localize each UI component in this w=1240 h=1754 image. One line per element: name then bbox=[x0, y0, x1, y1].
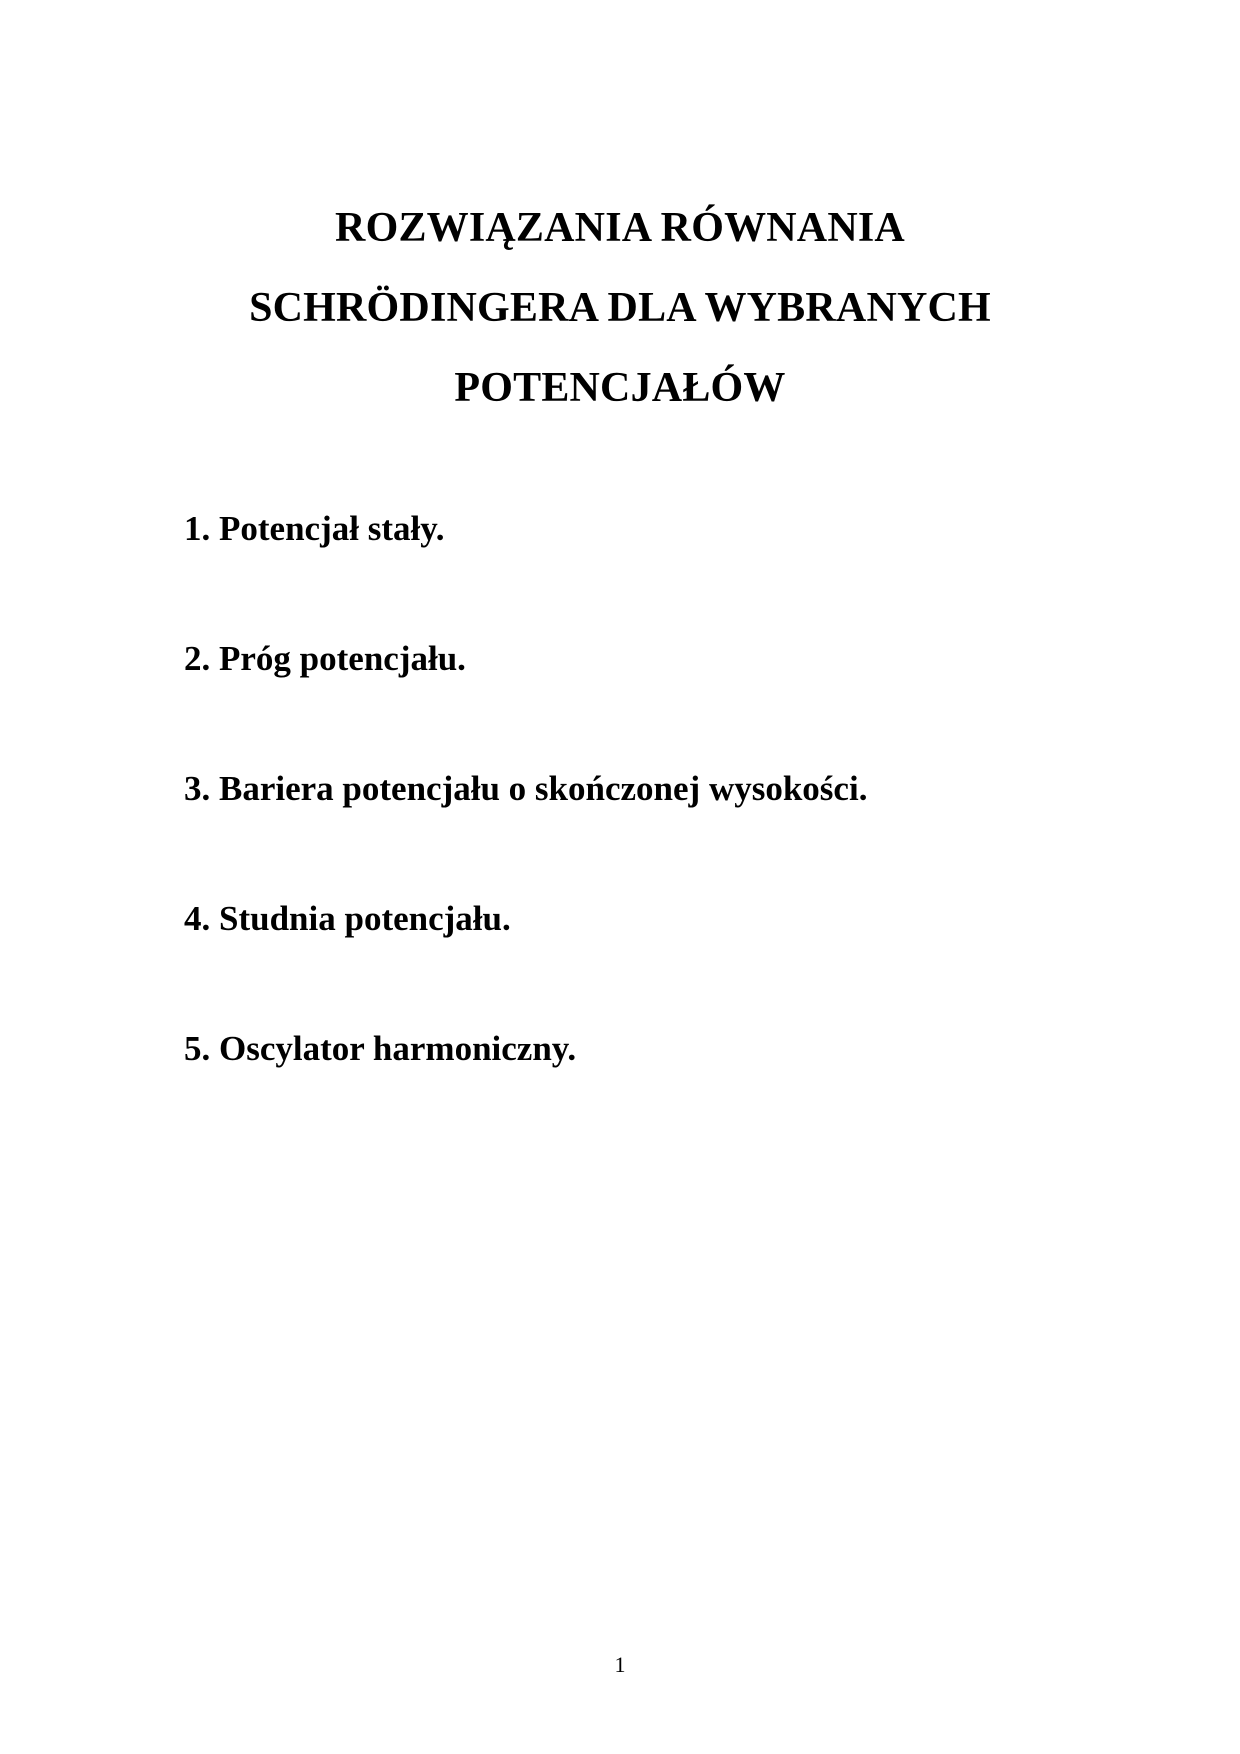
document-title bbox=[0, 188, 1240, 428]
toc-item-prog-potencjalu: 2. Próg potencjału. bbox=[184, 639, 466, 678]
title-line-2: SCHRÖDINGERA DLA WYBRANYCH bbox=[249, 285, 991, 331]
title-line-3: POTENCJAŁÓW bbox=[454, 365, 786, 411]
title-line-1: ROZWIĄZANIA RÓWNANIA bbox=[335, 205, 905, 251]
toc-item-bariera-potencjalu: 3. Bariera potencjału o skończonej wysokości. bbox=[184, 769, 868, 808]
toc-item-potencjal-staly: 1. Potencjał stały. bbox=[184, 509, 445, 548]
toc-item-oscylator-harmoniczny: 5. Oscylator harmoniczny. bbox=[184, 1029, 577, 1068]
toc-item-studnia-potencjalu: 4. Studnia potencjału. bbox=[184, 899, 511, 938]
page-number: 1 bbox=[614, 1652, 626, 1677]
table-of-contents bbox=[184, 500, 867, 1150]
